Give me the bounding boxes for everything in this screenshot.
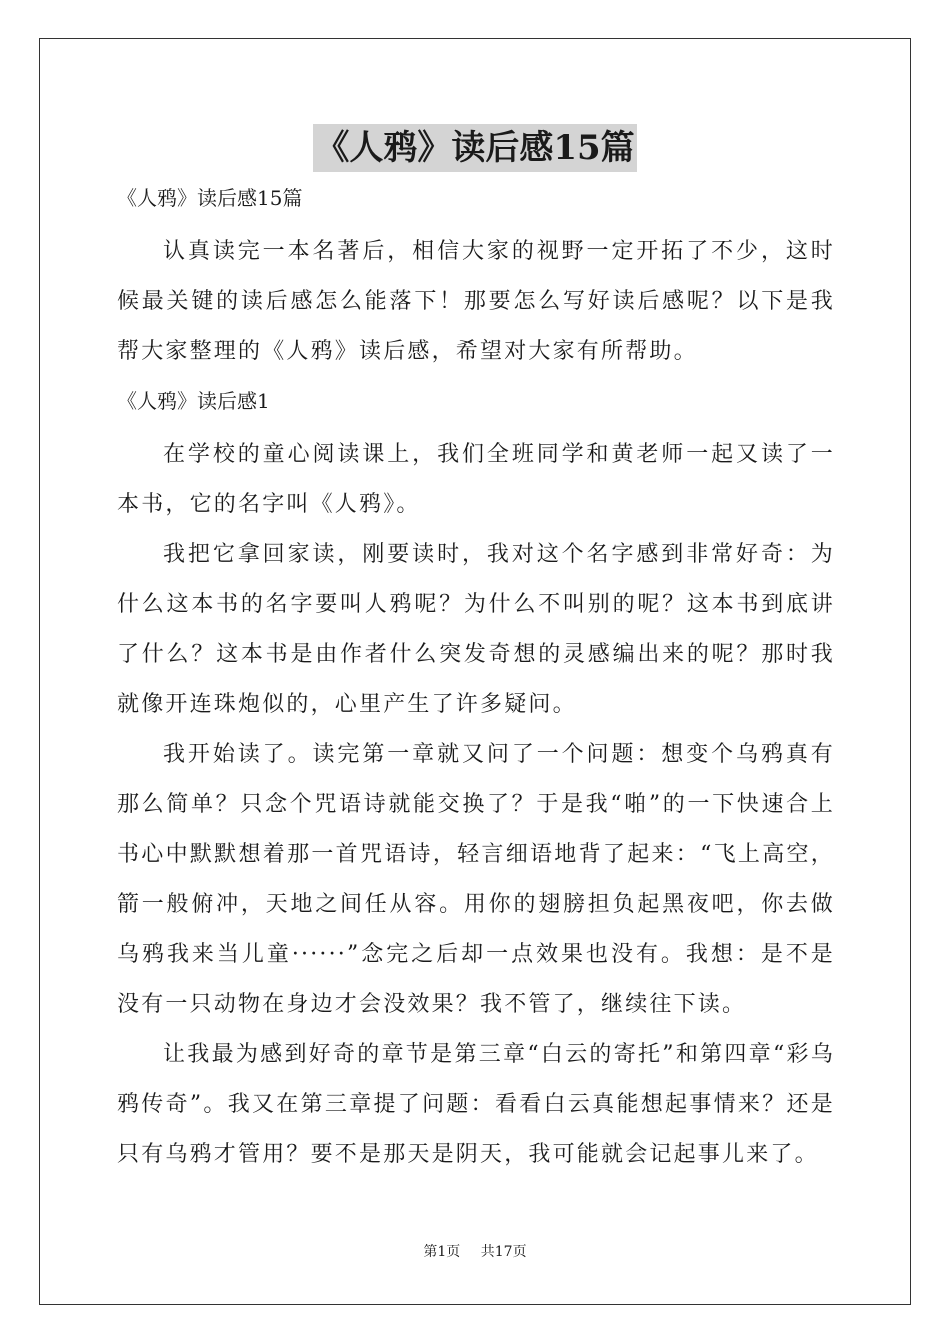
body-paragraph: 我把它拿回家读，刚要读时，我对这个名字感到非常好奇：为什么这本书的名字要叫人鸦呢？为什么不叫别的呢？这本书到底讲了什么？这本书是由作者什么突发奇想的灵感编出来的呢？那时我就像开连珠炮似的，心里产生了许多疑问。 (117, 542, 835, 717)
document-subtitle: 《人鸦》读后感15篇 (117, 186, 303, 210)
intro-paragraph: 认真读完一本名著后，相信大家的视野一定开拓了不少，这时候最关键的读后感怎么能落下！那要怎么写好读后感呢？以下是我帮大家整理的《人鸦》读后感，希望对大家有所帮助。 (117, 239, 835, 364)
document-body (117, 178, 835, 1180)
body-paragraph: 我开始读了。读完第一章就又问了一个问题：想变个乌鸦真有那么简单？只念个咒语诗就能交换了？于是我“啪”的一下快速合上书心中默默想着那一首咒语诗，轻言细语地背了起来：“飞上高空，箭一般俯冲，天地之间任从容。用你的翅膀担负起黑夜吧，你去做乌鸦我来当儿童······”念完之后却一点效果也没有。我想：是不是没有一只动物在身边才会没效果？我不管了，继续往下读。 (117, 742, 835, 1017)
document-title: 《人鸦》读后感15篇 (313, 124, 636, 172)
body-paragraph: 在学校的童心阅读课上，我们全班同学和黄老师一起又读了一本书，它的名字叫《人鸦》。 (117, 442, 835, 517)
section-heading: 《人鸦》读后感1 (117, 389, 270, 413)
title-container (0, 124, 950, 172)
body-paragraph: 让我最为感到好奇的章节是第三章“白云的寄托”和第四章“彩乌鸦传奇”。我又在第三章提了问题：看看白云真能想起事情来？还是只有乌鸦才管用？要不是那天是阴天，我可能就会记起事儿来了。 (117, 1042, 835, 1167)
page-total: 共17页 (480, 1244, 527, 1260)
page-footer (0, 1242, 950, 1262)
page-number: 第1页 (423, 1244, 461, 1260)
